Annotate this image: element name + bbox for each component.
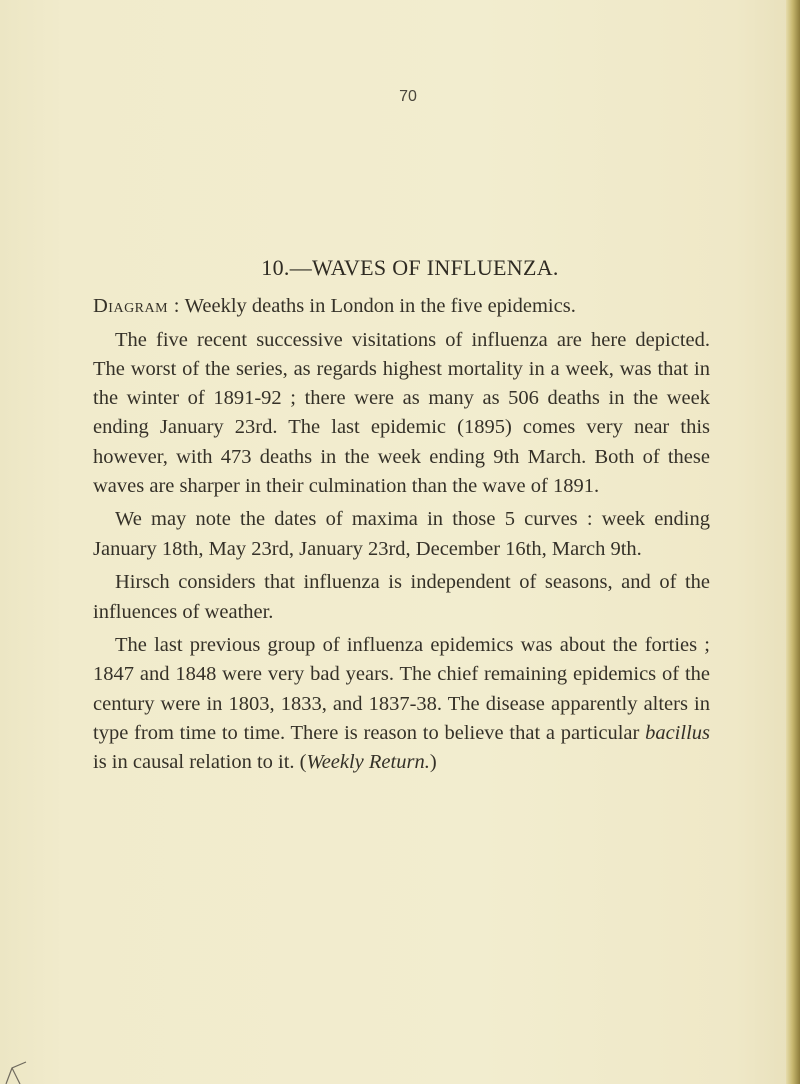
page-number: 70 (399, 88, 417, 105)
bacillus-word: bacillus (645, 721, 710, 744)
paragraph-diagram-caption (93, 292, 710, 321)
closing-paren: ) (429, 751, 437, 774)
page-edge-shadow (786, 0, 800, 1084)
paragraph-visitations: The five recent successive visitations of influenza are here depicted. The worst of the series, as regards highest mortality in a week, was that in the winter of 1891-92 ; there were as many as 506 deaths in the week ending January 23rd. The last epidemic (1895) comes very near this however, with 473 deaths in the week ending 9th March. Both of these waves are sharper in their culmination than the wave of 1891. (93, 328, 710, 497)
corner-fold-mark (0, 1040, 60, 1084)
section-heading: 10.—WAVES OF INFLUENZA. (261, 255, 559, 280)
paragraph-previous-epidemics (93, 631, 710, 777)
paragraph-maxima-dates: We may note the dates of maxima in those 5 curves : week ending January 18th, May 23rd, January 23rd, December 16th, March 9th. (93, 508, 710, 560)
source-citation: Weekly Return. (306, 751, 430, 774)
diagram-caption-text: Weekly deaths in London in the five epidemics. (179, 295, 576, 317)
previous-epidemics-text: The last previous group of influenza epidemics was about the forties ; 1847 and 1848 were very bad years. The chief remaining epidemics of the century were in 1803, 1833, and 1837-38. The disease apparently alters in type from time to time. There is reason to believe that a particular (93, 634, 710, 744)
causal-relation-text: is in causal relation to it. ( (93, 751, 307, 774)
paragraph-hirsch: Hirsch considers that influenza is independent of seasons, and of the influences of weather. (93, 571, 710, 623)
body-text (93, 292, 710, 782)
diagram-label: Diagram : (93, 295, 180, 317)
